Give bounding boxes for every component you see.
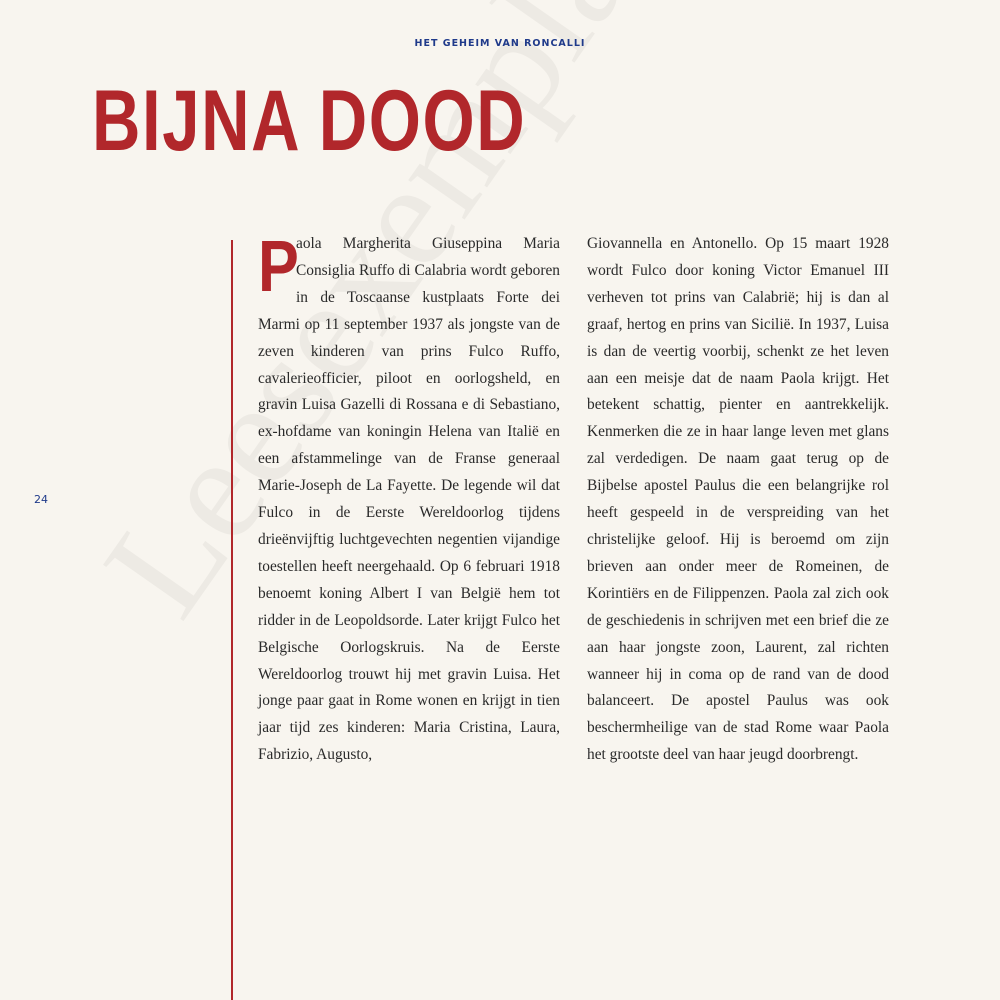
- drop-cap: P: [258, 227, 299, 307]
- vertical-rule: [231, 240, 233, 1000]
- page-number: 24: [34, 493, 48, 506]
- body-column-left: [258, 227, 560, 769]
- body-text-right: Giovannella en Antonello. Op 15 maart 1928 wordt Fulco door koning Victor Emanuel III verheven tot prins van Calabrië; hij is dan al graaf, hertog en prins van Sicilië. In 1937, Luisa is dan de veertig voorbij, schenkt ze het leven aan een meisje dat de naam Paola krijgt. Het betekent schattig, pienter en aantrekkelijk. Kenmerken die ze in haar lange leven met glans zal verdedigen. De naam gaat terug op de Bijbelse apostel Paulus die een belangrijke rol heeft gespeeld in de verspreiding van het christelijke geloof. Hij is beroemd om zijn brieven aan onder meer de Romeinen, de Korintiërs en de Filippenzen. Paola zal zich ook de geschiedenis in schrijven met een brief die ze aan haar jongste zoon, Laurent, zal richten wanneer hij in coma op de rand van de dood balanceert. De apostel Paulus was ook beschermheilige van de stad Rome waar Paola het grootste deel van haar jeugd doorbrengt.: [587, 235, 889, 764]
- body-text-left: aola Margherita Giuseppina Maria Consiglia Ruffo di Calabria wordt geboren in de Toscaanse kustplaats Forte dei Marmi op 11 september 1937 als jongste van de zeven kinderen van prins Fulco Ruffo, cavalerieofficier, piloot en oorlogsheld, en gravin Luisa Gazelli di Rossana e di Sebastiano, ex-hofdame van koningin Helena van Italië en een afstammelinge van de Franse generaal Marie-Joseph de La Fayette. De legende wil dat Fulco in de Eerste Wereldoorlog tijdens drieënvijftig luchtgevechten negentien vijandige toestellen heeft neergehaald. Op 6 februari 1918 benoemt koning Albert I van België hem tot ridder in de Leopoldsorde. Later krijgt Fulco het Belgische Oorlogskruis. Na de Eerste Wereldoorlog trouwt hij met gravin Luisa. Het jonge paar gaat in Rome wonen en krijgt in tien jaar tijd zes kinderen: Maria Cristina, Laura, Fabrizio, Augusto,: [258, 235, 560, 764]
- body-column-right: [587, 231, 889, 769]
- page-title: BIJNA DOOD: [92, 73, 527, 169]
- running-head: HET GEHEIM VAN RONCALLI: [414, 38, 586, 49]
